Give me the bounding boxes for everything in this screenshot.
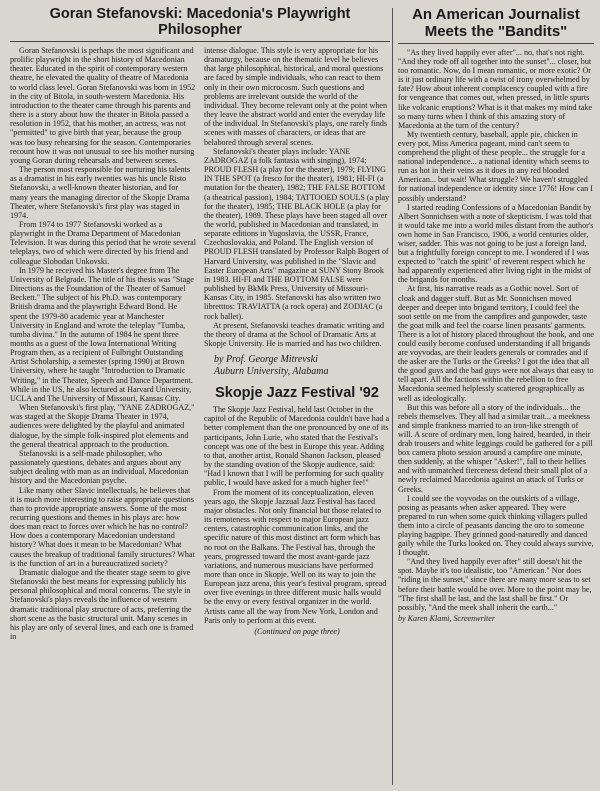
left-column (10, 6, 390, 787)
paragraph: "And they lived happily ever after" still doesn't hit the spot. Maybe it's too idealistic, too "American." Nor does "riding in the sunset," since there are many more seas to set before their battle would be over. More to the point may be, "The first shall be last, and the last shall be first." Or possibly, "And the meek shall inherit the earth..." (398, 557, 592, 612)
stefanovski-column-1 (10, 46, 196, 641)
paragraph: From 1974 to 1977 Stefanovski worked as a playwright in the Drama Department of Macedonian Television. It was during this period that he wrote several teleplays, two of which were directed by his friend and colleague Slobodan Unkovski. (10, 219, 196, 266)
jazz-title: Skopje Jazz Festival '92 (215, 385, 379, 402)
divider (10, 41, 390, 42)
column-divider (392, 8, 393, 785)
paragraph: Stefanovski is a self-made philosopher, who passionately questions, debates and argues about any subject dealing with man as an individual, Macedonian history and the Macedonian psyche. (10, 448, 189, 486)
paragraph: From the moment of its conceptualization, eleven years ago, the Skopje Jazzual Jazz Festival has faced major obstacles. Not only financial but those related to its remoteness with respect to major European jazz centers, catastrophic communication links, and the specific nature of this most distinct art form which has no root on the Balkans. The Festival has, through the years, progressed toward the most avant-garde jazz variations, and numerous musicians have performed more than once in Skopje. Well on its way to join the European jazz arena, this year's festival program, spread over five evenings in three different music halls would be the envy or every festival organizer in the world. Artists came all the way from New York, London and Paris only to perform at this event. (204, 487, 387, 625)
right-column (398, 6, 594, 787)
paragraph: Goran Stefanovski is perhaps the most significant and prolific playwright in the short history of Macedonian theater. Educated in the spirit of contemporary western theatre, he elevated the quality of theatre of Macedonia to world class level. Goran Stefanovski was born in 1952 in the city of Bitola, in south-western Macedonia. His introduction to the theater came through his parents and there is a story about how the theater in Bitola passed a resolution in 1952, that his mother, an actress, was not "permitted" to give birth that year, because the group was too busy rehearsing for the season. Contemporaries recount how it was not unusual to see his mother nursing young Goran during rehearsals and between scenes. (10, 46, 196, 165)
divider (398, 43, 594, 44)
journalist-title: An American Journalist Meets the "Bandits" (412, 6, 580, 40)
paragraph: I could see the voyvodas on the outskirts of a village, posing as peasants when asker appeared. They were prepared to run when some quick thinking villagers pulled them into a circle of peasants dancing the oro to someone playing bagpipe. They grinned good-naturedly and danced gaily while the Turks looked on. They could always survive, I thought. (398, 493, 594, 558)
paragraph: My twentieth century, baseball, apple pie, chicken in every pot, Miss America pageant, mind can't seem to comprehend the plight of these people... the struggle for a national independence... a national identity which seems to run as hot in their veins as it does in any red blooded American... but wait! What struggle? We haven't struggled for national independence or identity since 1776! How can I possibly understand? (398, 129, 593, 203)
paragraph: "As they lived happily ever after"... no, that's not right. "And they rode off all together into the sunset"... closer, but too romantic. Now, do I mean romantic, or more exotic? Or is it just ordinary life with a twist of irony overwhelmed by fate? How about inherent complacency coupled with a fire for vengeance that comes out, when pressed, in little spurts like volcanic eruptions? What is it that makes my mind take so many turns when I think of this amazing story of Macedonia at the turn of the century? (398, 48, 593, 130)
paragraph: But this was before all a story of the individuals... the rebels themselves. They all had a similar trait... a meekness and simple frankness married to an iron-like strength of will. A score of ordinary men, long haired, bearded, in their drab trousers and white leggings could be gathered for a pill box camera photo session around a campfire one minute, then suddenly, at the whisper "Asker!", fall to their bellies and with unmatched fierceness defend their small plot of a newly reclaimed Macedonia against an attack of Turks or Greeks. (398, 402, 593, 494)
byline-author: by Prof. George Mitrevski (214, 354, 318, 366)
signature: by Karen Klami, Screenwriter (398, 613, 495, 623)
stefanovski-article (10, 46, 390, 641)
paragraph: Stefanovski's theater plays include: YANE ZADROGAZ (a folk fantasia with singing), 1974; PROUD FLESH (a play for the theater), 1979; FLYING IN THE SPOT (a fresco for the theater), 1981; HI-FI (a mutation for the theater), 1982; THE FALSE BOTTOM (a theatrical passion), 1984; TATTOOED SOULS (a play for the theater), 1985; THE BLACK HOLE (a play for the theater), 1989. These plays have been staged all over the world, published in Macedonian and translated, in separate editions in Yugoslavia, the USSR, France, Czechoslovakia, and Poland. The English version of PROUD FLESH translated by Professor Ralph Bogert of Harvard University, was published in the "Slavic and Easter European Arts" magazine at SUNY Stony Brook in 1983. HI-FI and THE BOTTOM FALSE were published by BkMk Press, University of Missouri-Kansas City, in 1985. Stefanovski has also written two libretttos: TRAVIATTA (a rock opera) and ZODIAC (a rock ballet). (204, 146, 390, 321)
paragraph: The Skopje Jazz Festival, held last October in the capitol of the Republic of Macedonia couldn't have had a better complement than the one pronounced by one of its participants, John Lurie, who stated that the Festival's concept was one of the best in Europe this year. Adding to that, another artist, Ronald Shanon Jackson, pleased by the standing ovation of the Skopje audience, said: "Had I known that I will be performing for such quality public, I would have asked for a much higher fee!" (204, 405, 390, 488)
paragraph: In 1979 he received his Master's degree from The University of Belgrade. The title of his thesis was "Stage Directions as the Foundation of the Theater of Samuel Beckett." The subject of his Ph.D. was contemporary British drama and the playwright Edward Bond. He spent the 1979-80 academic year at Manchester University in England and wrote the teleplay "Tumba, tumba divina." In the autumn of 1984 he spent three months as a guest of the Iowa International Writing Program then, as a recipient of Fulbright Outstanding Artist Scholarship, a semester (spring 1990) at Brown University, where he taught "Introduction to Dramatic Writing," in the Theater, Speech and Dance Department. While in the US, he also lectured at Harvard University, UCLA and The University of Missouri, Kansas City. (10, 265, 194, 403)
paragraph: At first, his narrative reads as a Gothic novel. Sort of cloak and dagger stuff. But as Mr. Sonnichsen moved deeper and deeper into brigand territory, I could feel the soot settle on me from the campfires and gunpowder, taste the goat milk and feel the coarse linen peasants' garments. There is a lot of history placed throughout the book, and one could easily become confused understanding if all brigands are voyvodas, are their leaders generals or comrades and if the asker are the Turks or the Greeks? I got the idea that all the good guys and the bad guys were not always that easy to tell apart. All the factions within the rebellion to free Macedonia seemed helplessly scattered geographically as well as ideologically. (398, 284, 594, 403)
paragraph: At present, Stefanovski teaches dramatic writing and the theory of drama at the School of Dramatic Arts at Skopje University. He is married and has two children. (204, 320, 385, 348)
stefanovski-column-2 (204, 46, 390, 641)
paragraph: The person most responsible for nurturing his talents as a dramatist in his early twenties was his uncle Risto Stefanovski, a well-known theater historian, and for many years the managing director of the Skopje Drama Theater, where Stefanovski's first play was staged in 1974. (10, 165, 191, 220)
paragraph: Like many other Slavic intellectuals, he believes that it is much more interesting to raise appropriate questions than to provide appropriate answers. Some of the most recurring questions and themes in his plays are: how does man react to forces over which he has no control? How does a contemporary Macedonian understand history? What does it mean to be Macedonian? What causes the breakup of traditional family structures? What is the function of art in a bureaucratized society? (10, 485, 195, 568)
paragraph: intense dialogue. This style is very appropriate for his dramaturgy, because on the thematic level he believes that large philosophical, historical, and moral questions are faced by simple individuals, who can react to them only in their own microcosm. Such questions and problems are irrelevant outside the world of the individual. They become relevant only at the point when they leave the abstract world and enter the everyday life of the individual. In Stefanovski's plays, one rarely finds scenes with masses of characters, or ideas that are belabored through several scenes. (204, 46, 388, 147)
paragraph: I started reading Confessions of a Macedonian Bandit by Albert Sonnichsen with a note of skepticism. I was told that it would take me into a world miles distant from the author's own home in San Francisco, 1906, a world centuries older, wiser, sadder. This was not going to be just a foreign land, but a frightfully foreign concept to me. I wondered if I was expected to "catch the spirit" of reverent respect which he had apparently experienced after living right in the midst of the brigands for months. (398, 202, 594, 285)
paragraph: Dramatic dialogue and the theater stage seem to give Stefanovski the best means for expressing publicly his personal philosophical and moral concerns. The style in Stefanovski's plays reveals the influence of western dramatic traditional play structure of acts, preferring the short scene as the basic structural unit. Many scenes in his play are only of several lines, and each one is framed in (10, 567, 194, 641)
stefanovski-title: Goran Stefanovski: Macedonia's Playwright Philosopher (49, 6, 351, 38)
paragraph: When Stefanovski's first play, "YANE ZADROGAZ," was staged at the Skopje Drama Theater in 1974, audiences were delighted by the playful and animated dialogue, by the simple folk-inspired plot elements and the general theatrical approach to the production. (10, 403, 195, 449)
byline-affiliation: Auburn University, Alabama (214, 365, 329, 377)
continued-note: (Continued on page three) (254, 626, 340, 636)
